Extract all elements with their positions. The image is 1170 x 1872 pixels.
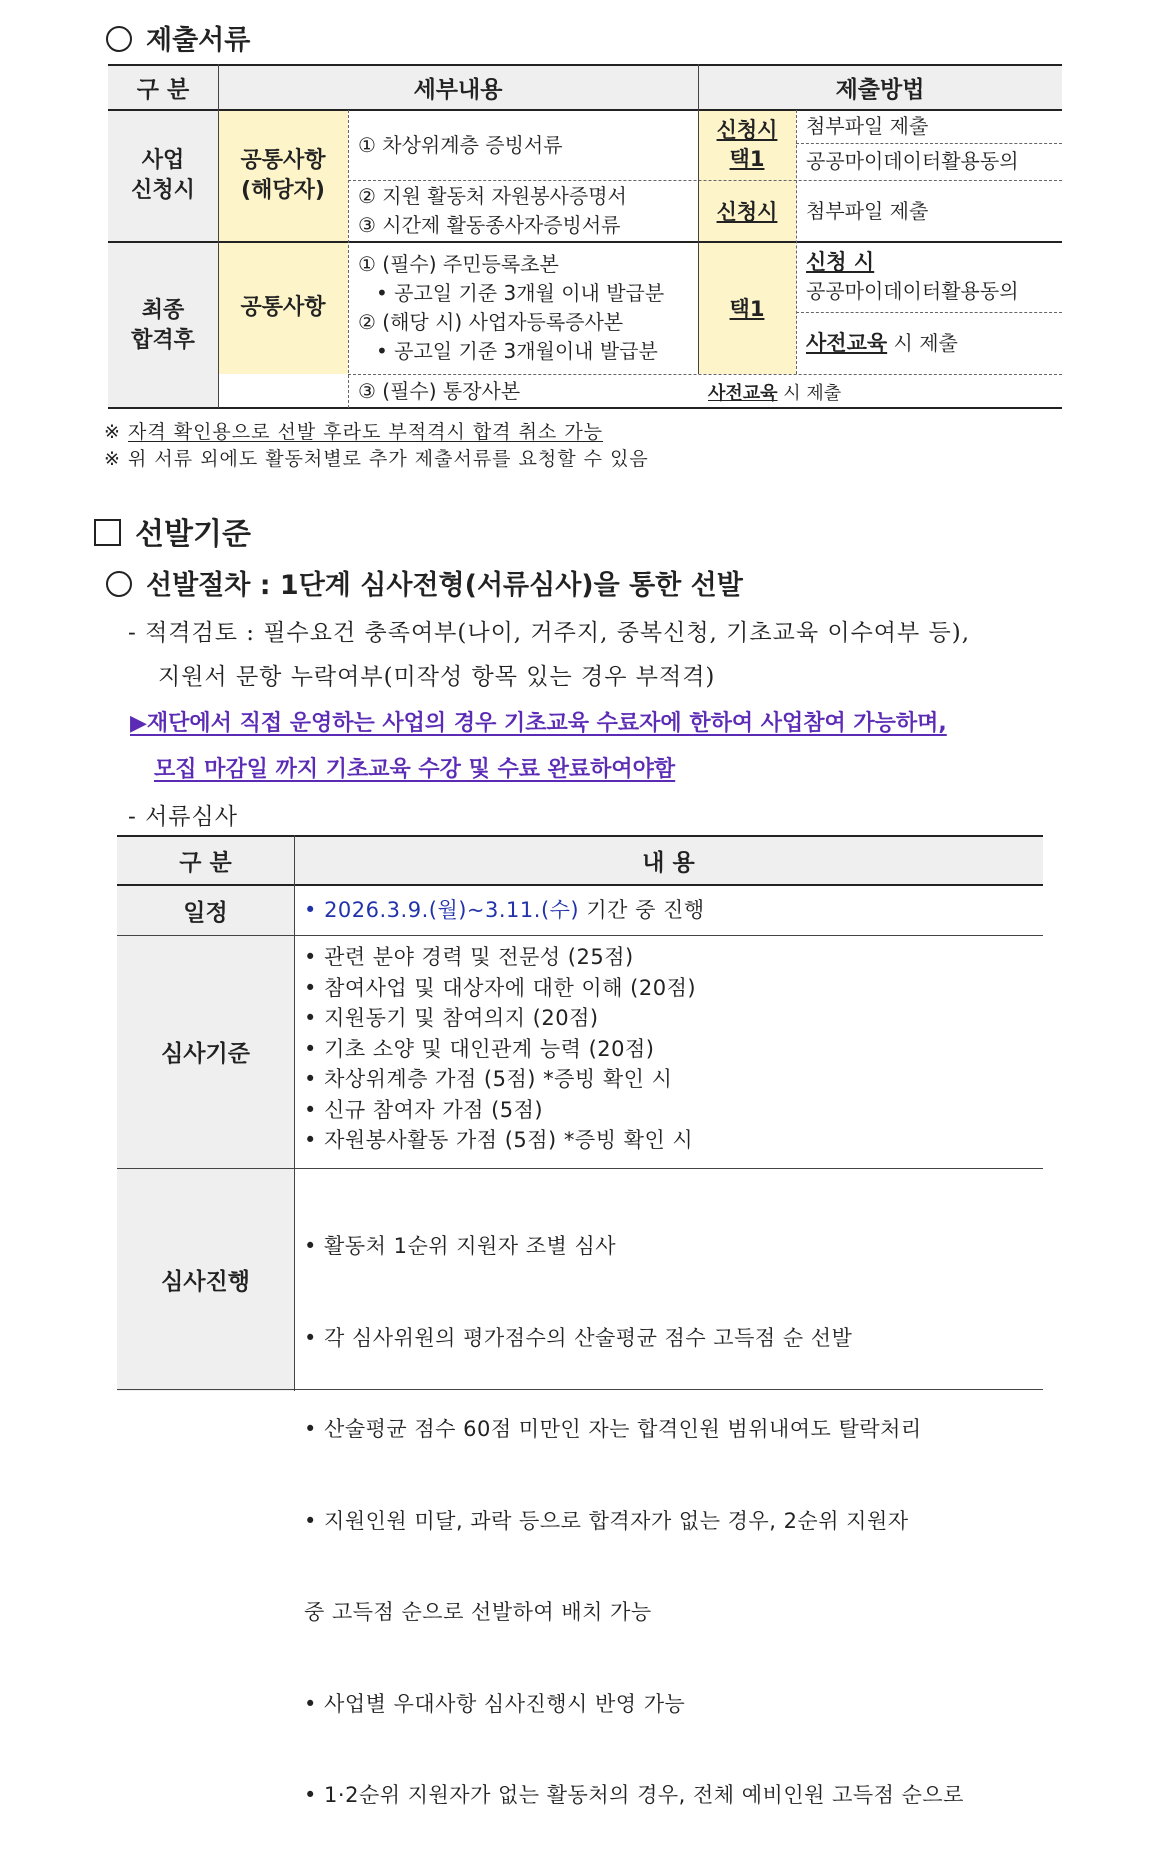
final-method-a-title: 신청 시: [806, 250, 875, 274]
apply-item-2: ② 지원 활동처 자원봉사증명서: [358, 184, 627, 208]
row-sub-final: 공통사항: [218, 242, 348, 374]
criteria-label: 심사기준: [117, 935, 294, 1168]
header-details: 세부내용: [218, 64, 698, 110]
process-label: 심사진행: [117, 1168, 294, 1391]
eligibility-line-1: - 적격검토 : 필수요건 충족여부(나이, 거주지, 중복신청, 기초교육 이수여부 등),: [128, 620, 971, 646]
column-divider: [218, 64, 219, 408]
final-item-2: ② (해당 시) 사업자등록증사본: [358, 310, 624, 334]
list-item: • 자원봉사활동 가점 (5점) *증빙 확인 시: [304, 1128, 694, 1152]
final-method-a-detail: 공공마이데이터활용동의: [806, 279, 1019, 303]
final-item-2-sub: • 공고일 기준 3개월이내 발급분: [376, 339, 658, 363]
column-divider: [698, 64, 699, 374]
list-item: • 기초 소양 및 대인관계 능력 (20점): [304, 1036, 655, 1061]
list-item: • 산술평균 점수 60점 미만인 자는 합격인원 범위내여도 탈락처리: [304, 1417, 922, 1441]
final-items: [348, 242, 698, 374]
list-item: • 신규 참여자 가점 (5점): [304, 1097, 544, 1122]
final-method-a: [796, 242, 1062, 312]
row-divider: [117, 935, 1043, 936]
list-item: • 지원인원 미달, 과락 등으로 합격자가 없는 경우, 2순위 지원자: [304, 1508, 909, 1533]
list-item: 중 고득점 순으로 선발하여 배치 가능: [304, 1600, 652, 1624]
note-1: ※ 자격 확인용으로 선발 후라도 부적격시 합격 취소 가능: [104, 421, 604, 443]
table-top-border: [108, 64, 1062, 66]
apply-method-2-detail: 첨부파일 제출: [806, 198, 929, 223]
schedule-label: 일정: [117, 885, 294, 935]
schedule-suffix: 기간 중 진행: [586, 897, 705, 922]
table-bottom-border: [108, 407, 1062, 409]
apply-method-1-line1: 신청시: [716, 118, 778, 142]
selection-procedure: 선발절차 : 1단계 심사전형(서류심사)을 통한 선발: [106, 563, 743, 602]
column-divider: [294, 835, 295, 1391]
header-bottom-border: [117, 884, 1043, 886]
list-item: • 활동처 1순위 지원자 조별 심사: [304, 1234, 617, 1258]
column-divider: [796, 110, 797, 374]
schedule-content: • 2026.3.9.(월)~3.11.(수) 기간 중 진행: [294, 885, 1043, 935]
header-bottom-border: [108, 109, 1062, 111]
column-divider: [348, 110, 349, 408]
final-item-3: ③ (필수) 통장사본: [358, 379, 521, 403]
apply-method-1-line2: 택1: [729, 147, 765, 171]
apply-method-1-b: 공공마이데이터활용동의: [806, 149, 1019, 173]
final-item-1-sub: • 공고일 기준 3개월 이내 발급분: [376, 281, 665, 305]
criteria-list: [294, 935, 1043, 1168]
list-item: • 관련 분야 경력 및 전문성 (25점): [304, 945, 634, 969]
row-divider: [117, 1168, 1043, 1169]
table-top-border: [117, 835, 1043, 837]
dashed-divider: [796, 143, 1062, 144]
list-item: • 1·2순위 지원자가 없는 활동처의 경우, 전체 예비인원 고득점 순으로: [304, 1783, 964, 1807]
process-list: [294, 1168, 1043, 1807]
header-content: 내 용: [294, 835, 1043, 885]
highlight-line-2: 모집 마감일 까지 기초교육 수강 및 수료 완료하여야함: [154, 757, 676, 782]
circle-bullet-icon: [106, 571, 132, 597]
final-method-b: 사전교육 시 제출: [806, 330, 958, 355]
apply-method-2: 신청시: [698, 180, 796, 242]
row-label-apply: 사업 신청시: [108, 110, 218, 242]
list-item: • 각 심사위원의 평가점수의 산술평균 점수 고득점 순 선발: [304, 1325, 853, 1350]
final-method: 택1: [698, 242, 796, 374]
apply-method-1: [698, 110, 796, 180]
list-item: • 참여사업 및 대상자에 대한 이해 (20점): [304, 975, 697, 1000]
section-title-criteria: 선발기준: [94, 509, 251, 553]
list-item: • 사업별 우대사항 심사진행시 반영 가능: [304, 1691, 686, 1716]
note-2: ※ 위 서류 외에도 활동처별로 추가 제출서류를 요청할 수 있음: [104, 448, 649, 470]
apply-items-2-3: [348, 180, 698, 242]
table-bottom-border: [117, 1389, 1043, 1390]
eligibility-line-2: 지원서 문항 누락여부(미작성 항목 있는 경우 부적격): [158, 664, 716, 690]
dashed-divider: [348, 180, 1062, 181]
dashed-divider: [796, 312, 1062, 313]
apply-item-3: ③ 시간제 활동종사자증빙서류: [358, 213, 621, 237]
header-category: 구 분: [117, 835, 294, 885]
section-title-docs: 제출서류: [106, 18, 250, 57]
dashed-divider: [348, 374, 1062, 375]
apply-method-1-a: 첨부파일 제출: [806, 114, 929, 138]
apply-item-1: ① 차상위계층 증빙서류: [358, 132, 563, 157]
list-item: • 지원동기 및 참여의지 (20점): [304, 1006, 599, 1030]
review-table: [117, 835, 1043, 1807]
highlight-line-1: ▶재단에서 직접 운영하는 사업의 경우 기초교육 수료자에 한하여 사업참여 가능하며,: [130, 711, 947, 736]
row-sub-apply: 공통사항 (해당자): [218, 110, 348, 242]
documents-table: [108, 64, 1062, 409]
final-item-3-method: 사전교육 시 제출: [708, 382, 842, 404]
row-label-final: 최종 합격후: [108, 242, 218, 409]
circle-bullet-icon: [106, 26, 132, 52]
doc-review-label: - 서류심사: [128, 804, 238, 830]
header-method: 제출방법: [698, 64, 1062, 110]
list-item: • 차상위계층 가점 (5점) *증빙 확인 시: [304, 1067, 673, 1091]
header-category: 구 분: [108, 64, 218, 110]
final-item-1: ① (필수) 주민등록초본: [358, 252, 559, 276]
square-bullet-icon: [94, 519, 121, 546]
row-divider: [108, 241, 1062, 243]
schedule-date: 2026.3.9.(월)~3.11.(수): [324, 897, 580, 922]
